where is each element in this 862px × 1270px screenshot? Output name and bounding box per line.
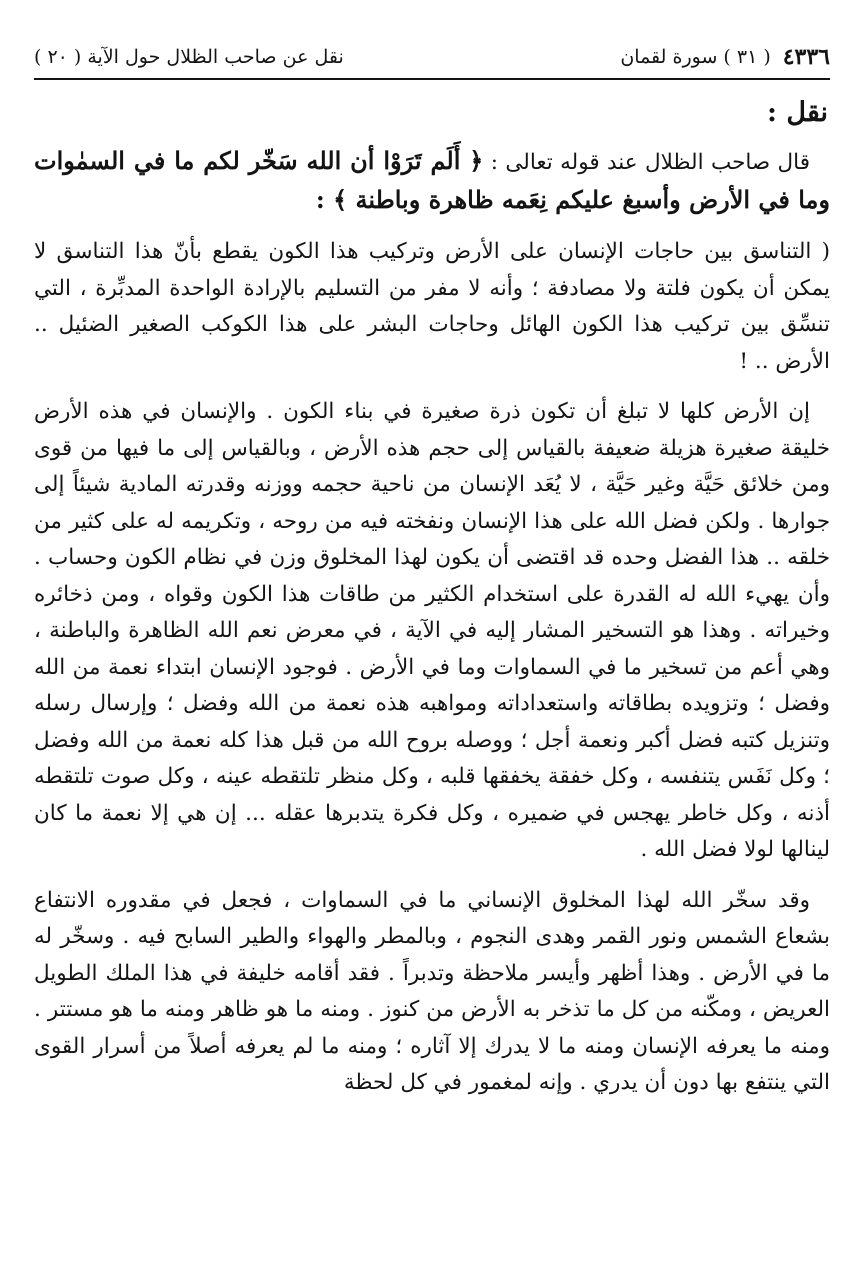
running-header [34,40,830,74]
quran-verse: ﴿ أَلَم تَرَوْا أن الله سَخّر لكم ما في السمٰوات وما في الأرض وأسبغ عليكم نِعَمه ظاهرة وباطنة ﴾ : [34,146,830,214]
surah-label: ( ٣١ ) سورة لقمان [620,46,771,68]
book-page [34,0,830,1270]
intro-lead: قال صاحب الظلال عند قوله تعالى : [490,150,810,175]
paragraph-3: وقد سخّر الله لهذا المخلوق الإنساني ما في السماوات ، فجعل في مقدوره الانتفاع بشعاع الشمس ونور القمر وهدى النجوم ، وبالمطر والهواء والطير السابح فيه . وسخّر له ما في الأرض . وهذا أظهر وأيسر ملاحظة وتدبراً . فقد أقامه خليفة في هذا الملك الطويل العريض ، ومكّنه من كل ما تذخر به الأرض من كنوز . ومنه ما هو ظاهر ومنه ما هو مستتر . ومنه ما يعرفه الإنسان ومنه ما لا يدرك إلا آثاره ؛ ومنه ما لم يعرفه أصلاً من أسرار القوى التي ينتفع بها دون أن يدري . وإنه لمغمور في كل لحظة [34,887,830,1095]
paragraph-2: إن الأرض كلها لا تبلغ أن تكون ذرة صغيرة في بناء الكون . والإنسان في هذه الأرض خليقة صغيرة هزيلة ضعيفة بالقياس إلى حجم هذه الأرض ، وبالقياس إلى ما فيها من قوى ومن خلائق حَيَّة وغير حَيَّة ، لا يُعَد الإنسان من ناحية حجمه ووزنه وقدرته المادية شيئاً إلى جوارها . ولكن فضل الله على هذا الإنسان ونفخته فيه من روحه ، وتكريمه له على كثير من خلقه .. هذا الفضل وحده قد اقتضى أن يكون لهذا المخلوق وزن في نظام الكون وحساب . وأن يهيء الله له القدرة على استخدام الكثير من طاقات هذا الكون وقواه ، ومن ذخائره وخيراته . وهذا هو التسخير المشار إليه في الآية ، في معرض نعم الله الظاهرة والباطنة ، وهي أعم من تسخير ما في السماوات وما في الأرض . فوجود الإنسان ابتداء نعمة من الله وفضل ؛ وتزويده بطاقاته واستعداداته ومواهبه هذه نعمة من الله وفضل ؛ وإرسال رسله وتنزيل كتبه فضل أكبر ونعمة أجل ؛ ووصله بروح الله من قبل هذا كله نعمة من الله وفضل ؛ وكل نَفَس يتنفسه ، وكل خفقة يخفقها قلبه ، وكل منظر تلتقطه عينه ، وكل صوت تلتقطه أذنه ، وكل خاطر يهجس في ضميره ، وكل فكرة يتدبرها عقله ... إن هي إلا نعمة ما كان لينالها لولا فضل الله . [34,399,830,862]
header-rule [34,78,830,80]
intro-paragraph [34,143,830,220]
header-right [620,40,830,74]
page-number: ٤٣٣٦ [782,44,830,70]
body-text [34,143,830,1116]
section-heading: نقل : [767,97,828,128]
header-topic: نقل عن صاحب الظلال حول الآية ( ٢٠ ) [34,46,344,68]
paragraph-1: ( التناسق بين حاجات الإنسان على الأرض وتركيب هذا الكون يقطع بأنّ هذا التناسق لا يمكن أن يكون فلتة ولا مصادفة ؛ وأنه لا مفر من التسليم بالإرادة الواحدة المدبِّرة ، التي تنسِّق بين تركيب هذا الكون الهائل وحاجات البشر على هذا الكوكب الصغير الضئيل .. الأرض .. ! [34,239,831,374]
